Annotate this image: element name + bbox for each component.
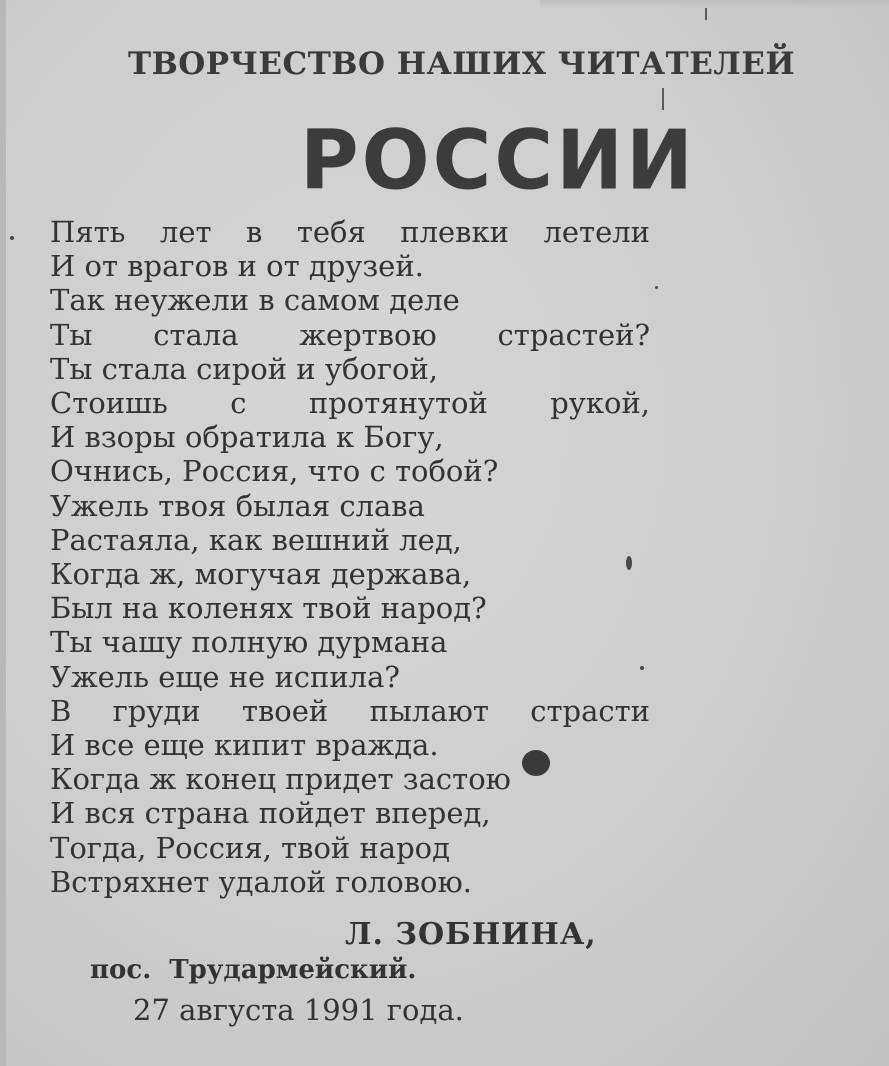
- ink-speck: [640, 666, 644, 670]
- poem-line: Ты чашу полную дурмана: [50, 625, 448, 660]
- poem-line: И взоры обратила к Богу,: [50, 420, 444, 455]
- paper-crease: [540, 0, 889, 8]
- poem-line: Встряхнет удалой головою.: [50, 864, 472, 899]
- poem-line: Ты стала жертвою страстей?: [50, 317, 650, 352]
- poem-line: Растаяла, как вешний лед,: [50, 522, 462, 557]
- poem-line: Когда ж конец придет застою: [50, 762, 511, 797]
- paper-scratch: [662, 88, 664, 110]
- section-rubric: ТВОРЧЕСТВО НАШИХ ЧИТАТЕЛЕЙ: [128, 46, 796, 82]
- poem-line: Был на коленях твой народ?: [50, 591, 487, 626]
- ink-speck: [626, 556, 632, 570]
- ink-blot: [522, 750, 550, 776]
- paper-scratch: [705, 8, 707, 20]
- ink-speck: [655, 286, 658, 289]
- paper-fold-edge: [0, 0, 6, 1066]
- poem-line: Ты стала сирой и убогой,: [50, 351, 439, 386]
- poem-line: И вся страна пойдет вперед,: [50, 796, 491, 831]
- poem-line: И все еще кипит вражда.: [50, 728, 439, 763]
- poem-date: 27 августа 1991 года.: [133, 993, 464, 1027]
- place-name: Трудармейский.: [169, 955, 417, 985]
- poem-line: Очнись, Россия, что с тобой?: [50, 454, 499, 489]
- poem-line: Когда ж, могучая держава,: [50, 557, 472, 592]
- author-place: [90, 955, 416, 985]
- author-signature: Л. ЗОБНИНА,: [345, 917, 597, 952]
- poem-line: И от врагов и от друзей.: [50, 249, 424, 284]
- ink-speck: [10, 236, 14, 240]
- poem-line: Так неужели в самом деле: [50, 283, 460, 318]
- poem-line: Пять лет в тебя плевки летели: [50, 215, 650, 249]
- poem-line: Ужель твоя былая слава: [50, 488, 425, 523]
- poem-line: Ужель еще не испила?: [50, 659, 400, 694]
- poem-line: Стоишь с протянутой рукой,: [50, 386, 650, 421]
- poem-line: В груди твоей пылают страсти: [50, 693, 650, 728]
- poem-title: РОССИИ: [300, 113, 696, 208]
- poem-line: Тогда, Россия, твой народ: [50, 830, 450, 865]
- place-prefix: пос.: [90, 955, 152, 985]
- poem-body: [50, 215, 650, 899]
